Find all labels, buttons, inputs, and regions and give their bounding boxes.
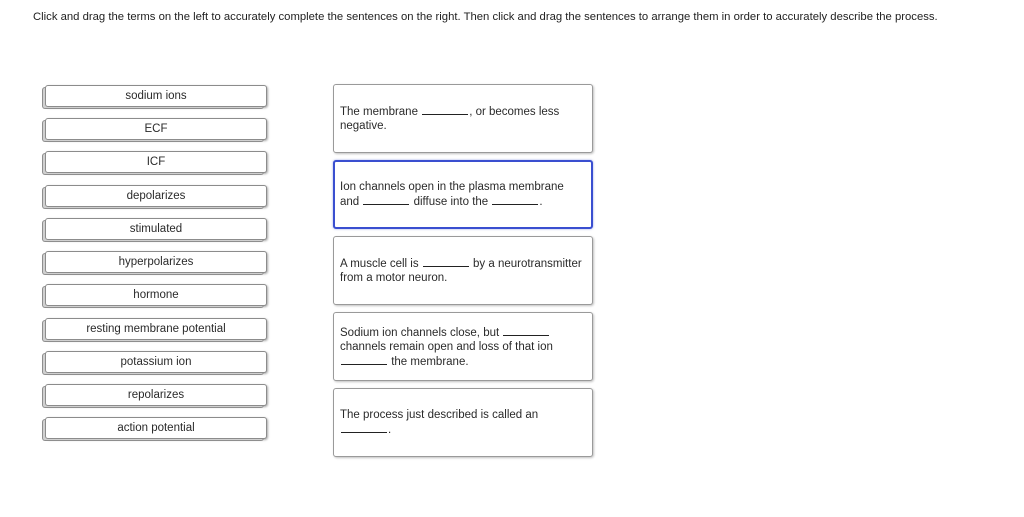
drop-blank[interactable]	[422, 104, 468, 115]
sentence-text: Ion channels open in the plasma membrane and diffuse into the .	[340, 181, 564, 208]
drop-blank[interactable]	[363, 194, 409, 205]
term-repolarizes[interactable]: repolarizes	[45, 384, 267, 406]
sentence-card-membrane[interactable]	[333, 84, 593, 153]
sentence-text: The process just described is called an .	[340, 409, 539, 436]
term-depolarizes[interactable]: depolarizes	[45, 185, 267, 207]
term-hyperpolarizes[interactable]: hyperpolarizes	[45, 251, 267, 273]
sentence-card-muscle-cell[interactable]	[333, 236, 593, 305]
term-stimulated[interactable]: stimulated	[45, 218, 267, 240]
term-action-potential[interactable]: action potential	[45, 417, 267, 439]
term-ecf[interactable]: ECF	[45, 118, 267, 140]
sentence-text: A muscle cell is by a neurotransmitter from a motor neuron.	[340, 258, 582, 284]
term-hormone[interactable]: hormone	[45, 284, 267, 306]
sentence-text: Sodium ion channels close, but channels remain open and loss of that ion the membrane.	[340, 326, 553, 368]
drop-blank[interactable]	[341, 354, 387, 365]
term-potassium-ion[interactable]: potassium ion	[45, 351, 267, 373]
term-sodium-ions[interactable]: sodium ions	[45, 85, 267, 107]
drop-blank[interactable]	[492, 194, 538, 205]
drop-blank[interactable]	[503, 325, 549, 336]
sentence-card-sodium-channels[interactable]	[333, 312, 593, 381]
sentence-text: The membrane , or becomes less negative.	[340, 106, 560, 132]
instructions-text: Click and drag the terms on the left to accurately complete the sentences on the right. Then click and drag the sentences to arrange them in order to accurately describe the process.	[33, 11, 938, 23]
sentence-card-ion-channels[interactable]	[333, 160, 593, 229]
drop-blank[interactable]	[423, 256, 469, 267]
term-resting-membrane-potential[interactable]: resting membrane potential	[45, 318, 267, 340]
sentence-card-process[interactable]	[333, 388, 593, 457]
term-icf[interactable]: ICF	[45, 151, 267, 173]
drop-blank[interactable]	[341, 422, 387, 433]
